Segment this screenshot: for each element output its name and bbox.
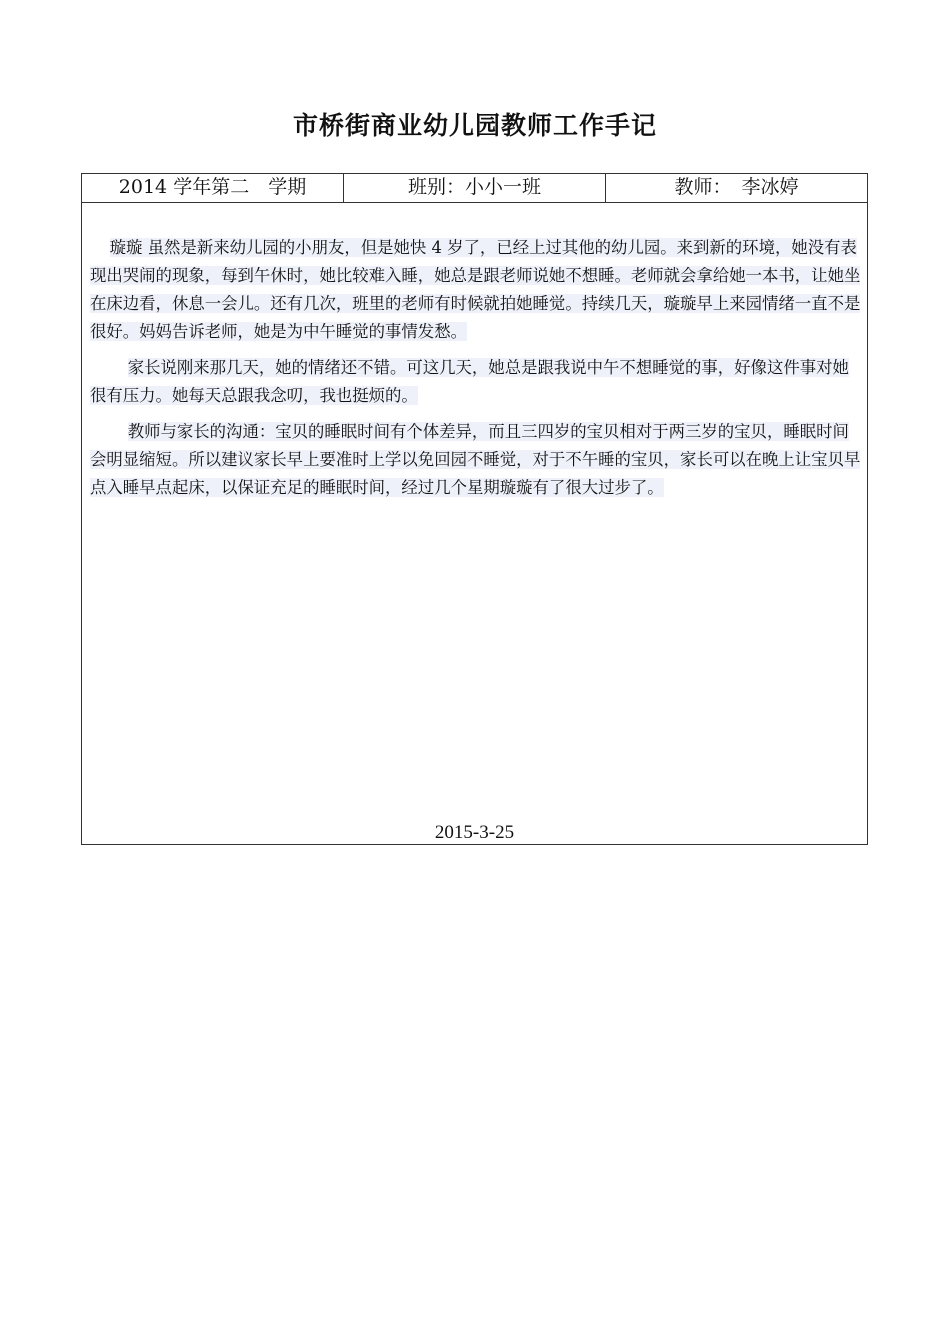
paragraph-2-text: 家长说刚来那几天，她的情绪还不错。可这几天，她总是跟我说中午不想睡觉的事，好像这件事对她很有压力。她每天总跟我念叨，我也挺烦的。: [90, 358, 849, 405]
term-text: 2014 学年第二 学期: [118, 176, 307, 198]
page-title: 市桥街商业幼儿园教师工作手记: [292, 111, 657, 140]
paragraph-2: [90, 354, 861, 410]
term-cell: [82, 174, 344, 202]
paragraph-3: [90, 418, 861, 502]
teacher-value: 李冰婷: [741, 176, 799, 198]
class-cell: [344, 174, 606, 202]
journal-body: [90, 234, 861, 510]
journal-table: [81, 173, 868, 845]
header-row: [82, 174, 867, 203]
paragraph-1-text: 璇璇 虽然是新来幼儿园的小朋友，但是她快 4 岁了，已经上过其他的幼儿园。来到新的环境，她没有表现出哭闹的现象，每到午休时，她比较难入睡，她总是跟老师说她不想睡。老师就会拿给她一本书，让她坐在床边看，休息一会儿。还有几次，班里的老师有时候就拍她睡觉。持续几天，璇璇早上来园情绪一直不是很好。妈妈告诉老师，她是为中午睡觉的事情发愁。: [90, 238, 861, 341]
paragraph-1: [90, 234, 861, 346]
class-value: 小小一班: [465, 176, 542, 198]
class-label: 班别：: [407, 176, 465, 198]
paragraph-3-text: 教师与家长的沟通：宝贝的睡眠时间有个体差异，而且三四岁的宝贝相对于两三岁的宝贝，睡眠时间会明显缩短。所以建议家长早上要准时上学以免回园不睡觉，对于不午睡的宝贝，家长可以在晚上让宝贝早点入睡早点起床，以保证充足的睡眠时间，经过几个星期璇璇有了很大过步了。: [90, 422, 861, 497]
journal-date: 2015-3-25: [434, 822, 515, 843]
teacher-label: 教师：: [674, 176, 732, 198]
teacher-cell: [606, 174, 867, 202]
